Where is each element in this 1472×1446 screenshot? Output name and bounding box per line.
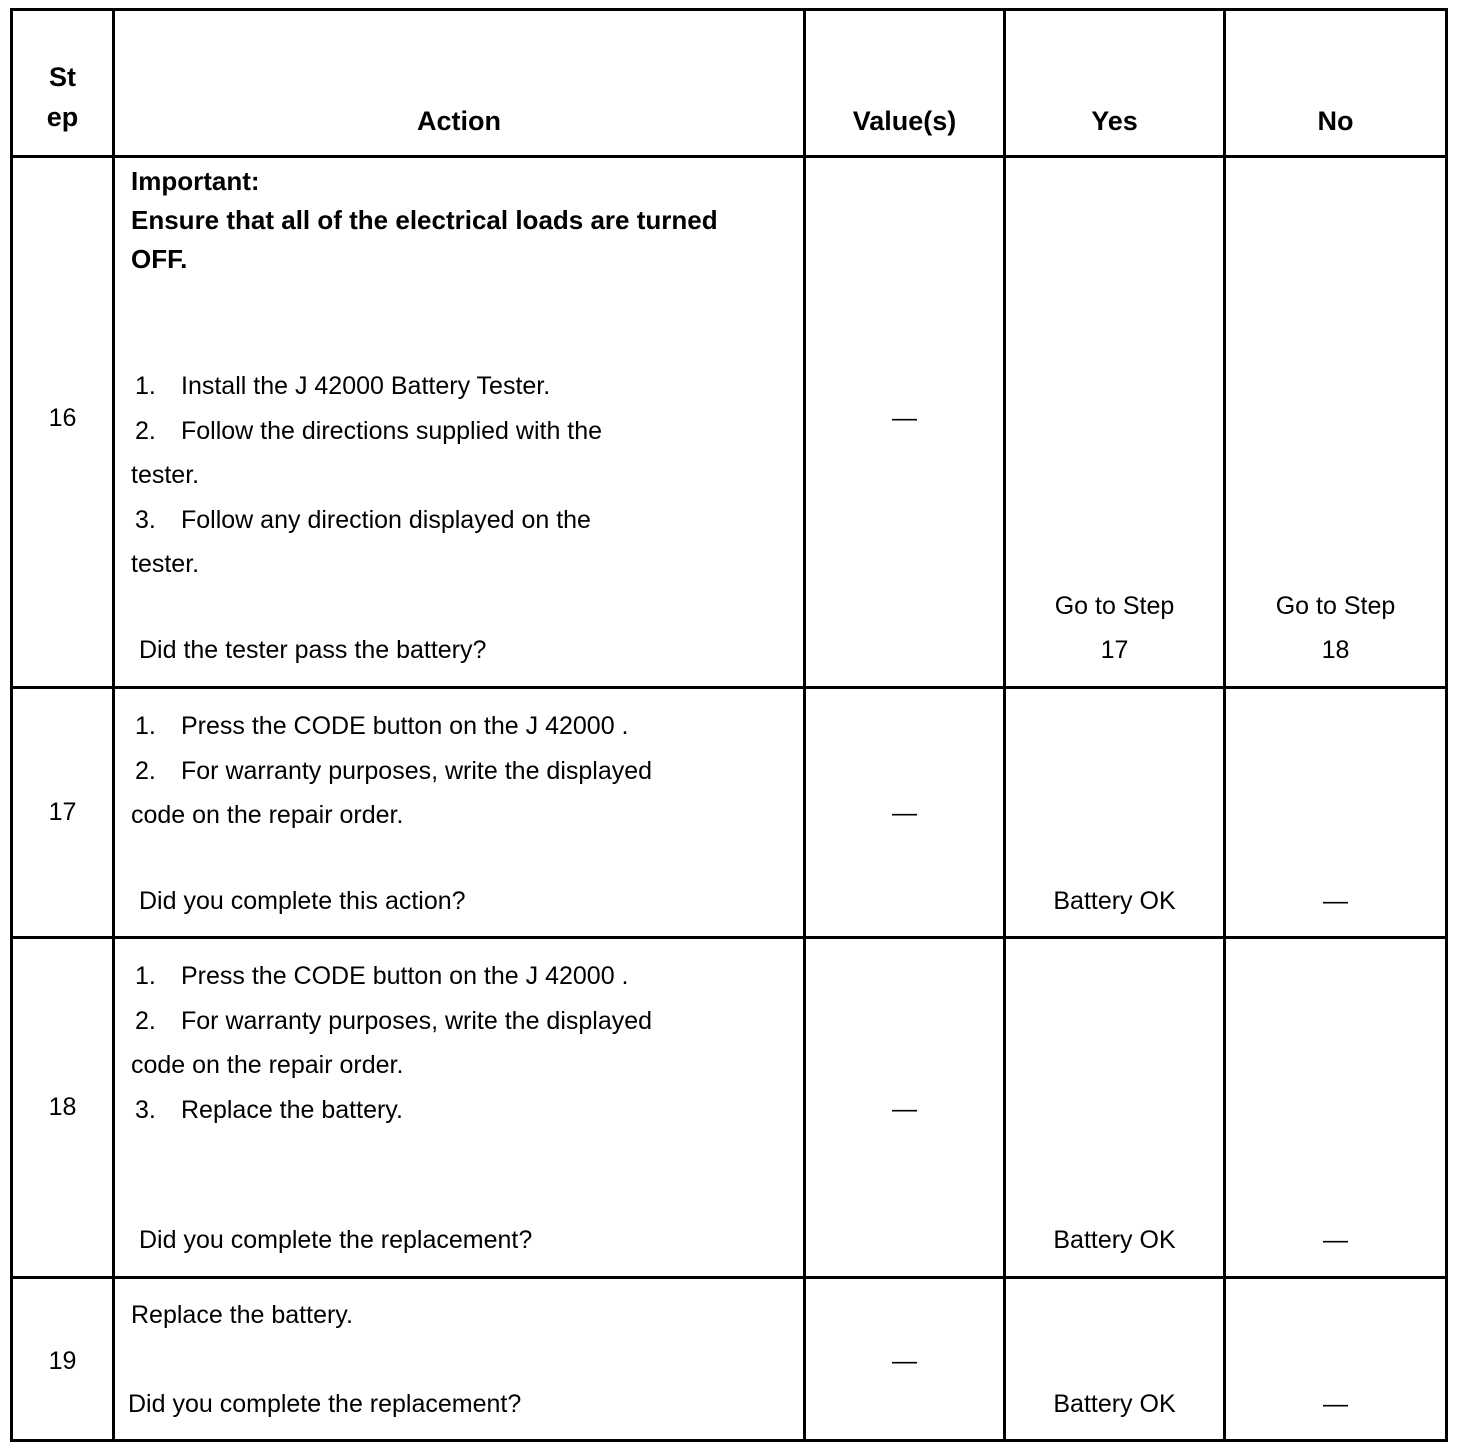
step-number: 17 [48,798,77,826]
list-item-continuation: tester. [131,461,200,489]
yes-line1: Go to Step [1054,592,1175,620]
question-text: Did you complete this action? [139,887,466,915]
no-cell [1225,938,1447,1278]
list-item-number: 2. [135,416,156,445]
step-number: 19 [48,1347,77,1375]
important-text-line1: Ensure that all of the electrical loads are turned [131,205,718,235]
no-cell [1225,688,1447,938]
action-list [131,954,793,1132]
value-dash: — [892,404,917,432]
value-dash: — [892,799,917,827]
list-item-number: 2. [135,1006,156,1035]
action-text [131,1293,793,1338]
value-dash: — [892,1095,917,1123]
no-cell [1225,1278,1447,1441]
action-cell [114,938,805,1278]
list-item [131,954,793,999]
step-cell [12,157,114,688]
list-item-number: 3. [135,1095,156,1124]
list-item-number: 1. [135,372,156,400]
table-row [12,688,1447,938]
step-cell [12,1278,114,1441]
list-item-number: 1. [135,962,156,990]
table-row [12,157,1447,688]
action-cell [114,688,805,938]
list-item-continuation: code on the repair order. [131,801,404,829]
list-item [131,1088,793,1133]
list-item-text: Press the CODE button on the J 42000 . [181,962,629,990]
list-item-number: 3. [135,505,156,534]
header-row [12,10,1447,157]
header-step [12,10,114,157]
list-item [131,999,793,1044]
yes-result: Battery OK [1053,1390,1176,1418]
yes-result: Battery OK [1053,1226,1176,1254]
important-label: Important: [131,166,260,196]
yes-line2: 17 [1100,636,1129,664]
yes-cell [1005,157,1225,688]
header-step-line1: St [49,62,76,92]
list-item-continuation: tester. [131,550,200,578]
list-item-text: Follow the directions supplied with the [181,416,603,445]
no-line2: 18 [1321,636,1350,664]
yes-result: Battery OK [1053,887,1176,915]
list-item-number: 2. [135,756,156,785]
yes-cell [1005,688,1225,938]
action-cell [114,157,805,688]
no-result: — [1323,1390,1348,1418]
value-cell [805,1278,1005,1441]
no-result: — [1323,887,1348,915]
step-number: 18 [48,1093,77,1121]
value-dash: — [892,1347,917,1375]
list-item-text: Follow any direction displayed on the [181,505,591,534]
diagnostic-table [10,8,1448,1442]
list-item [131,409,793,454]
important-note [131,162,793,279]
list-item [131,704,793,749]
value-cell [805,938,1005,1278]
header-no: No [1225,10,1447,157]
action-list [131,704,793,838]
list-item-continuation: code on the repair order. [131,1051,404,1079]
important-text-line2: OFF. [131,244,188,274]
yes-cell [1005,938,1225,1278]
header-values: Value(s) [805,10,1005,157]
header-action: Action [114,10,805,157]
list-item-text: For warranty purposes, write the displayed [181,756,653,785]
list-item [131,749,793,794]
header-yes: Yes [1005,10,1225,157]
list-item-text: Press the CODE button on the J 42000 . [181,712,629,740]
list-item [131,498,793,543]
yes-cell [1005,1278,1225,1441]
no-line1: Go to Step [1275,592,1396,620]
question-text: Did you complete the replacement? [139,1226,533,1254]
value-cell [805,157,1005,688]
step-cell [12,938,114,1278]
table-row [12,938,1447,1278]
value-cell [805,688,1005,938]
list-item-text: Replace the battery. [181,1095,403,1124]
question-text: Did you complete the replacement? [128,1390,522,1418]
action-text-line: Replace the battery. [131,1301,353,1329]
step-number: 16 [48,404,77,432]
action-cell [114,1278,805,1441]
header-step-line2: ep [46,102,79,132]
list-item-number: 1. [135,712,156,740]
action-list [131,364,793,587]
question-text: Did the tester pass the battery? [139,636,487,664]
no-cell [1225,157,1447,688]
table-row [12,1278,1447,1441]
step-cell [12,688,114,938]
list-item-text: For warranty purposes, write the displayed [181,1006,653,1035]
no-result: — [1323,1226,1348,1254]
list-item-text: Install the J 42000 Battery Tester. [181,372,551,400]
list-item [131,364,793,409]
